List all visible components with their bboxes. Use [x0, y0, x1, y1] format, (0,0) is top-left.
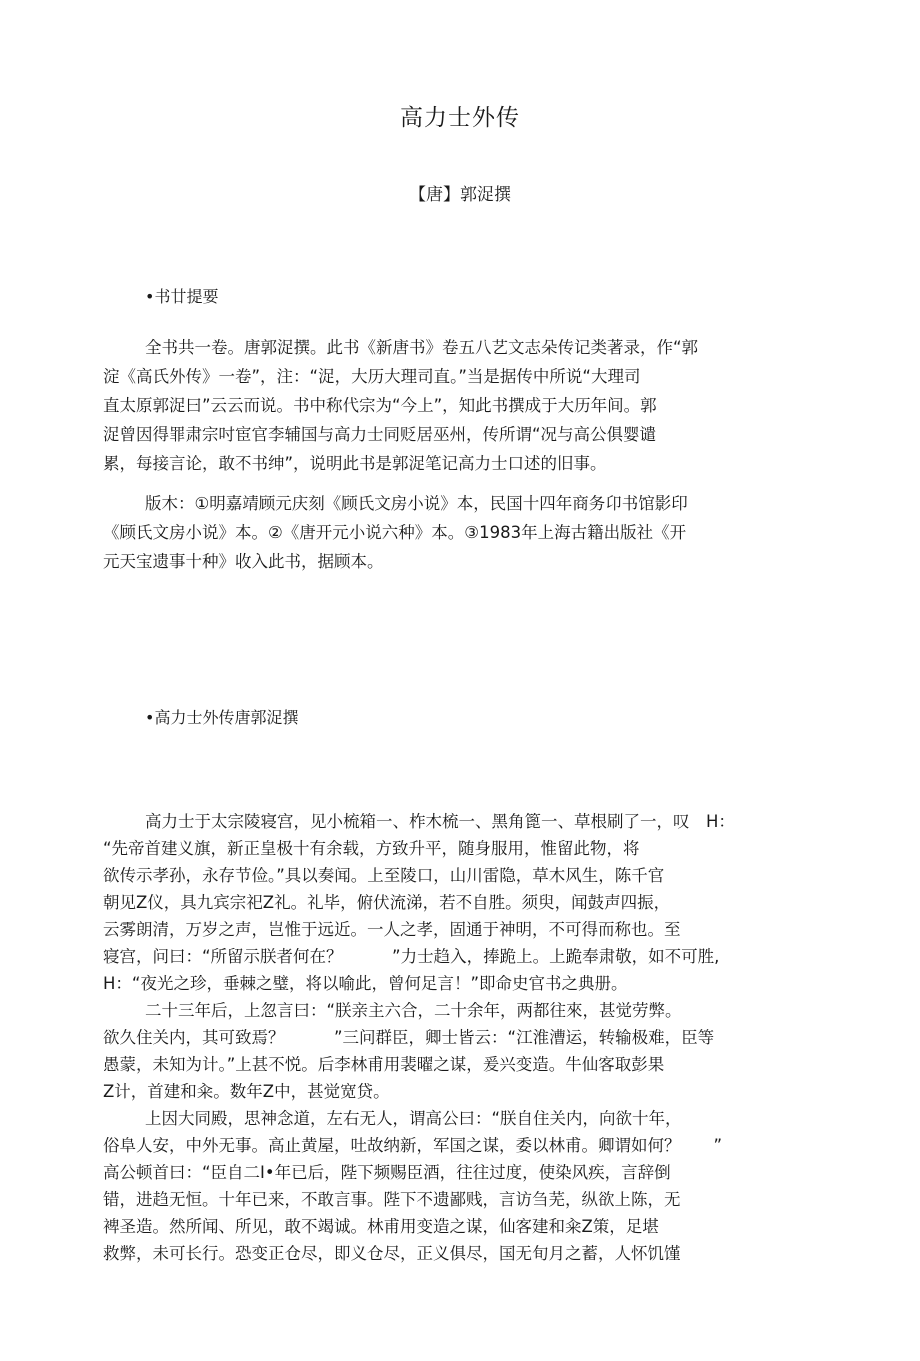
summary-line: 直太原郭浞曰”云云而说。书中称代宗为“今上”，知此书撰成于大历年间。郭	[103, 396, 657, 415]
edition-paragraph	[103, 489, 843, 576]
edition-line: 《顾氏文房小说》本。②《唐开元小说六种》本。③1983年上海古籍出版社《开	[103, 523, 687, 542]
body-line: H：“夜光之珍，垂棘之璧，将以喻此，曾何足言！”即命史官书之典册。	[103, 974, 628, 993]
summary-line: 全书共一卷。唐郭浞撰。此书《新唐书》卷五八艺文志朵传记类著录，作“郭	[145, 338, 699, 357]
summary-line: 累，每接言论，敢不书绅”，说明此书是郭浞笔记高力士口述的旧事。	[103, 454, 607, 473]
main-heading: •高力士外传唐郭浞撰	[145, 708, 299, 727]
body-line: 裨圣造。然所闻、所见，敢不竭诚。林甫用变造之谋，仙客建和籴Z策，足堪	[103, 1217, 659, 1236]
body-line: 救弊，未可长行。恐变正仓尽，即义仓尽，正义俱尽，国无旬月之蓄，人怀饥馑	[103, 1244, 681, 1263]
body-line: 上因大同殿，思神念道，左右无人，谓高公曰：“朕自住关内，向欲十年，	[145, 1109, 682, 1128]
summary-heading: •书廿提要	[145, 287, 219, 306]
body-line: 二十三年后，上忽言曰：“朕亲主六合，二十余年，两都往來，甚觉劳弊。	[145, 1001, 682, 1020]
body-line: 高公顿首曰：“臣自二I•年已后，陛下频赐臣酒，往往过度，使染风疾，言辞倒	[103, 1163, 671, 1182]
body-line: “先帝首建义旗，新正皇极十有余载，方致升平，随身服用，惟留此物，将	[103, 839, 640, 858]
body-line: 俗阜人安，中外无事。高止黄屋，吐故纳新，军国之谋，委以林甫。卿谓如何？ ”	[103, 1136, 723, 1155]
body-line: 云雾朗清，万岁之声，岂惟于远近。一人之孝，固通于神明，不可得而称也。至	[103, 920, 681, 939]
body-line: 寝宫，问曰：“所留示朕者何在？ ”力士趋入，捧跪上。上跪奉肃敬，如不可胜,	[103, 947, 720, 966]
body-line: 错，进趋无恒。十年已来，不敢言事。陛下不遗鄙贱，言访刍芜，纵欲上陈，无	[103, 1190, 681, 1209]
body-line: 欲久住关内，其可致焉？ ”三问群臣，卿士皆云：“江淮漕运，转输极难，臣等	[103, 1028, 715, 1047]
document-author: 【唐】郭浞撰	[409, 185, 511, 205]
body-line: 欲传示孝孙，永存节俭。”具以奏闻。上至陵口，山川雷隐，草木风生，陈千官	[103, 866, 665, 885]
body-line: 愚蒙，未知为计。”上甚不悦。后李林甫用裴曜之谋，爰兴变造。牛仙客取彭果	[103, 1055, 665, 1074]
edition-line: 元天宝遗事十种》收入此书，据顾本。	[103, 552, 384, 571]
document-title: 高力士外传	[400, 105, 520, 131]
summary-paragraph	[103, 333, 843, 478]
edition-line: 版木：①明嘉靖顾元庆刻《顾氏文房小说》本，民国十四年商务卬书馆影印	[145, 494, 688, 513]
body-line: Z计，首建和籴。数年Z中，甚觉宽贷。	[103, 1082, 390, 1101]
summary-line: 淀《高氏外传》一卷”，注：“浞，大历大理司直。”当是据传中所说“大理司	[103, 367, 641, 386]
main-text	[103, 808, 843, 1267]
body-line: 高力士于太宗陵寝宫，见小梳箱一、柞木梳一、黑角篦一、草根刷了一，叹 H：	[145, 812, 735, 831]
summary-line: 浞曾因得罪肃宗吋宦官李辅国与高力士同贬居巫州，传所谓“况与高公俱婴谴	[103, 425, 657, 444]
body-line: 朝见Z仪，具九宾宗祀Z礼。礼毕，俯伏流涕，若不自胜。须臾，闻鼓声四振，	[103, 893, 671, 912]
